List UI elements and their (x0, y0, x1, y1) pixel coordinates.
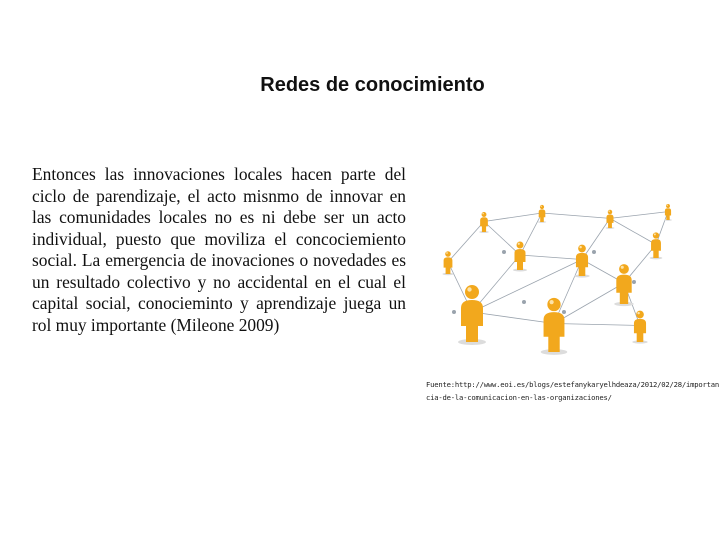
source-line-1: Fuente:http://www.eoi.es/blogs/estefanykaryelhdeaza/2012/02/28/importan (426, 380, 720, 389)
body-paragraph: Entonces las innovaciones locales hacen parte del ciclo de parendizaje, el acto misnmo de innovar en las comunidades locales no es ni debe ser un acto individual, puesto que moviliza el concociemiento social. La emergencia de inovaciones o novedades es un resultado colectivo y no accidental en el cual el capital social, conocieminto y aprendizaje juega un rol muy importante (Mileone 2009) (32, 164, 406, 335)
person-figure (632, 311, 647, 344)
people-network-icon (424, 192, 686, 360)
network-node-dot (562, 310, 566, 314)
person-figure (541, 298, 568, 355)
network-node-dot (502, 250, 506, 254)
person-figure (442, 251, 453, 275)
person-figure (650, 232, 663, 259)
person-figure (614, 264, 634, 306)
network-node-dot (632, 280, 636, 284)
network-node-dot (592, 250, 596, 254)
source-line-2: cia-de-la-comunicacion-en-las-organizaciones/ (426, 393, 612, 402)
person-figure (606, 210, 615, 229)
person-figure (479, 212, 489, 233)
network-node-dot (522, 300, 526, 304)
slide-title: Redes de conocimiento (260, 74, 485, 96)
image-source-citation (426, 378, 720, 404)
person-figure (458, 285, 486, 345)
network-node-dot (452, 310, 456, 314)
people-network-image (424, 192, 686, 360)
person-figure (538, 205, 546, 223)
